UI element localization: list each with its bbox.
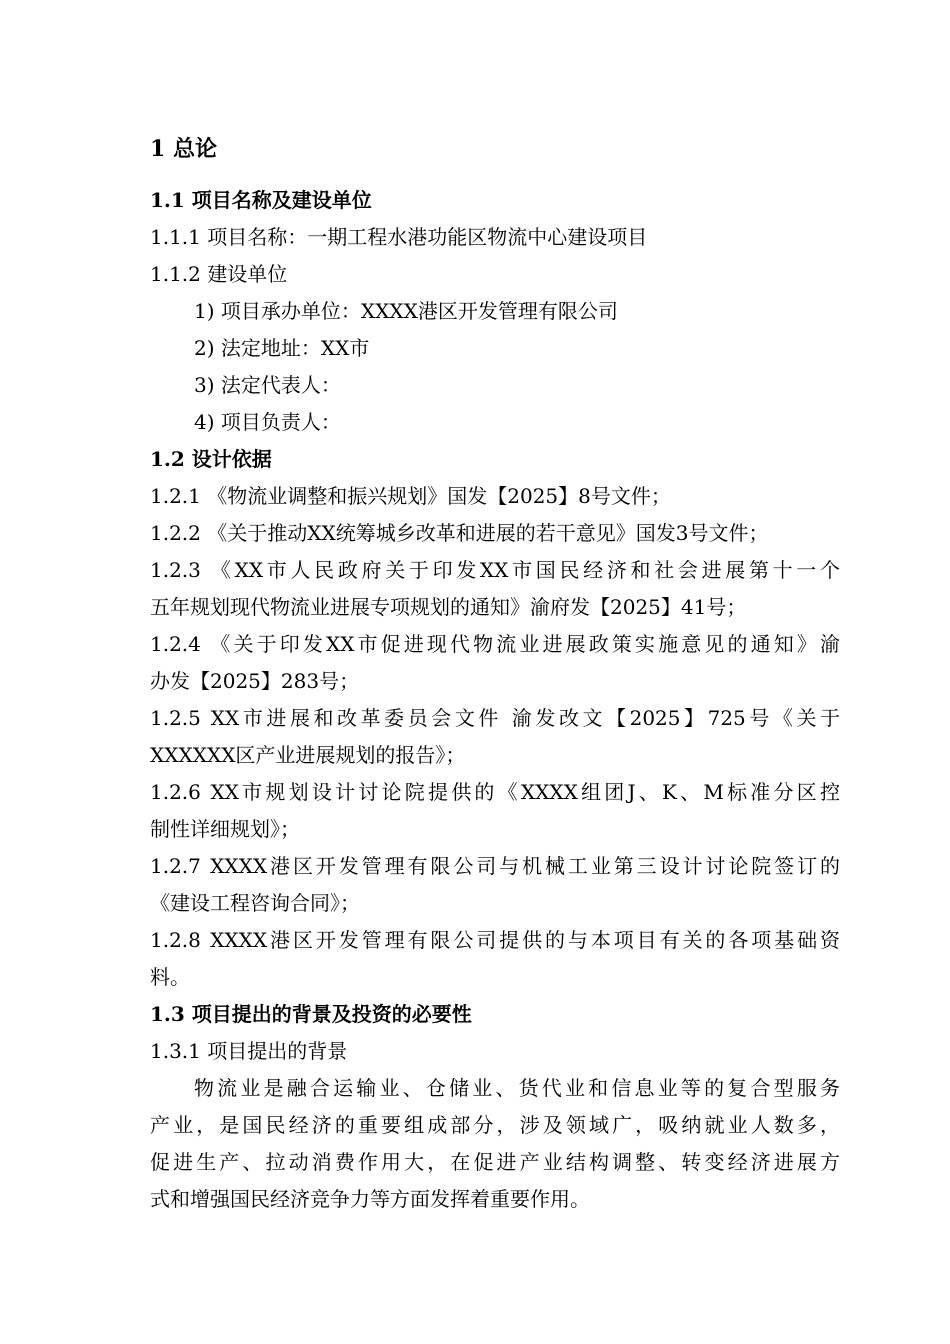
basis-item-1-2-1: [150, 478, 840, 515]
basis-line: 1.2.4 《关于印发XX市促进现代物流业进展政策实施意见的通知》渝: [150, 632, 840, 656]
basis-line: 1.2.8 XXXX港区开发管理有限公司提供的与本项目有关的各项基础资: [150, 928, 840, 952]
basis-item-1-2-6: [150, 774, 840, 848]
basis-line: 制性详细规划》；: [150, 817, 300, 841]
body-paragraph: [150, 1070, 840, 1218]
basis-line: 1.2.6 XX市规划设计讨论院提供的《XXXX组团J、K、M标准分区控: [150, 780, 840, 804]
list-item: 4) 项目负责人：: [194, 410, 341, 434]
item-1-1-1: 1.1.1 项目名称：一期工程水港功能区物流中心建设项目: [150, 225, 648, 249]
basis-line: 1.2.5 XX市进展和改革委员会文件 渝发改文【2025】725号《关于: [150, 706, 840, 730]
body-line: 物流业是融合运输业、仓储业、货代业和信息业等的复合型服务: [194, 1076, 840, 1100]
basis-line: 《建设工程咨询合同》；: [150, 891, 360, 915]
body-line: 促进生产、拉动消费作用大，在促进产业结构调整、转变经济进展方: [150, 1150, 840, 1174]
basis-item-1-2-3: [150, 552, 840, 626]
basis-line: 1.2.3 《XX市人民政府关于印发XX市国民经济和社会进展第十一个: [150, 558, 840, 582]
section-1-1-heading: 1.1 项目名称及建设单位: [150, 188, 372, 212]
basis-item-1-2-8: [150, 922, 840, 996]
basis-line: 1.2.1 《物流业调整和振兴规划》国发【2025】8号文件；: [150, 484, 671, 508]
basis-item-1-2-5: [150, 700, 840, 774]
list-item: 2) 法定地址：XX市: [194, 336, 370, 360]
basis-line: 1.2.7 XXXX港区开发管理有限公司与机械工业第三设计讨论院签订的: [150, 854, 840, 878]
basis-line: 五年规划现代物流业进展专项规划的通知》渝府发【2025】41号；: [150, 595, 747, 619]
document-page: [150, 130, 840, 1218]
basis-line: 料。: [150, 965, 190, 989]
item-1-1-2: 1.1.2 建设单位: [150, 262, 288, 286]
section-1-2-heading: 1.2 设计依据: [150, 447, 272, 471]
basis-item-1-2-4: [150, 626, 840, 700]
basis-item-1-2-7: [150, 848, 840, 922]
basis-line: XXXXXX区产业进展规划的报告》；: [150, 743, 466, 767]
list-item: 1) 项目承办单位：XXXX港区开发管理有限公司: [194, 299, 618, 323]
basis-line: 1.2.2 《关于推动XX统筹城乡改革和进展的若干意见》国发3号文件；: [150, 521, 769, 545]
item-1-3-1: 1.3.1 项目提出的背景: [150, 1039, 348, 1063]
section-1-3-heading: 1.3 项目提出的背景及投资的必要性: [150, 1002, 472, 1026]
basis-item-1-2-2: [150, 515, 840, 552]
chapter-title: 1 总论: [150, 136, 217, 162]
body-line: 式和增强国民经济竞争力等方面发挥着重要作用。: [150, 1187, 590, 1211]
basis-line: 办发【2025】283号；: [150, 669, 360, 693]
list-item: 3) 法定代表人：: [194, 373, 341, 397]
body-line: 产业，是国民经济的重要组成部分，涉及领域广，吸纳就业人数多，: [150, 1113, 840, 1137]
